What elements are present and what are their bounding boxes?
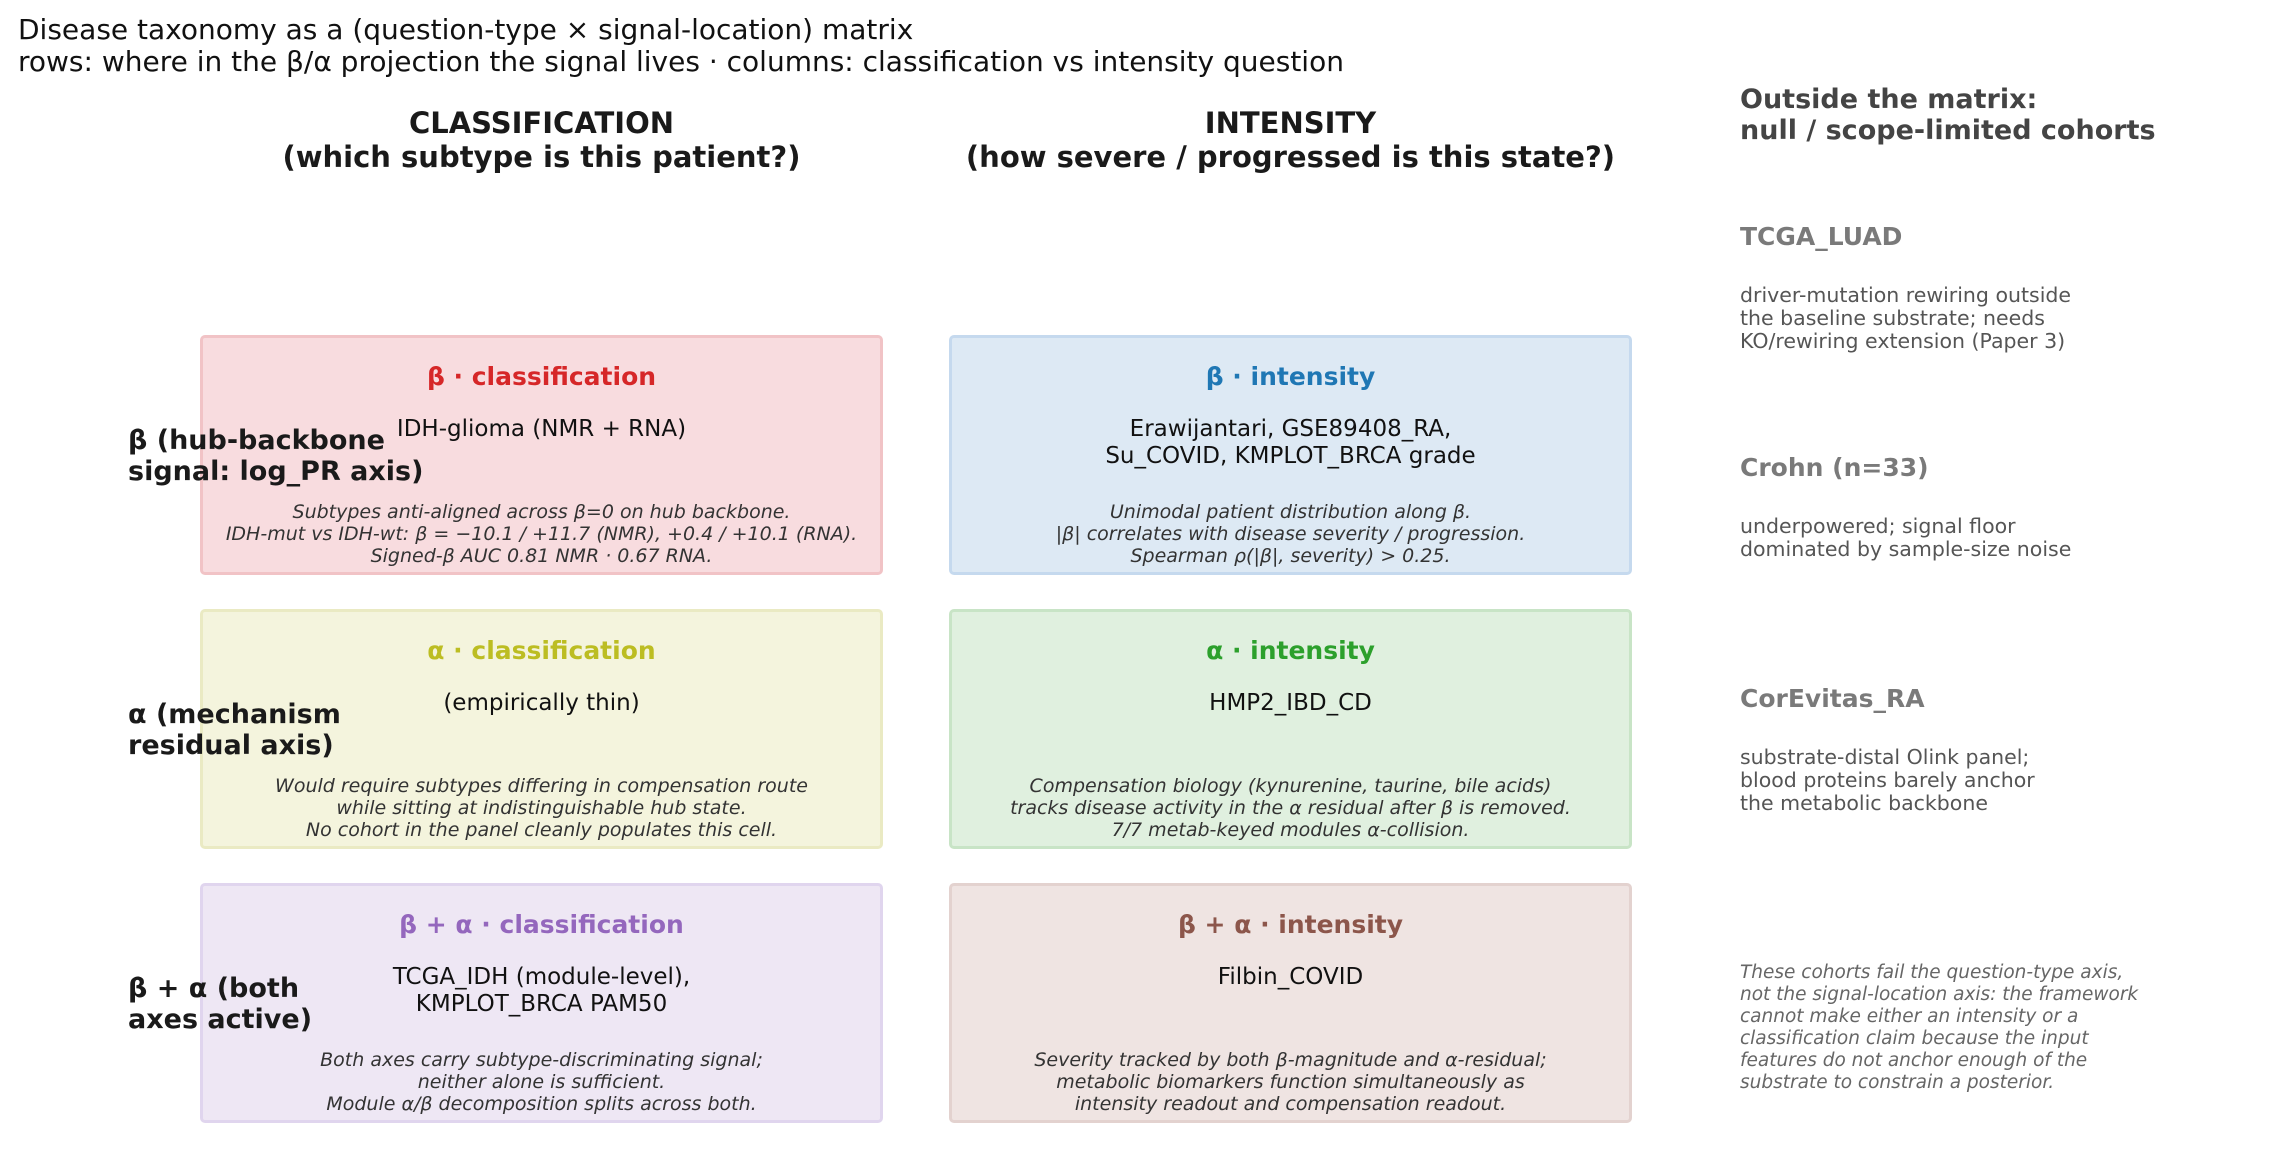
cell-title: β + α · classification bbox=[399, 910, 684, 939]
column-header-line: CLASSIFICATION bbox=[408, 106, 675, 140]
column-header-line: (how severe / progressed is this state?) bbox=[965, 140, 1616, 174]
cell-description-line: tracks disease activity in the α residual after β is removed. bbox=[1010, 797, 1571, 819]
column-header-line: INTENSITY bbox=[1204, 106, 1377, 140]
sidebar-cohort-description bbox=[1740, 284, 2071, 353]
cell-description bbox=[952, 501, 1629, 567]
sidebar-note-line: not the signal-location axis: the framework bbox=[1740, 984, 2139, 1005]
cell-description-line: 7/7 metab-keyed modules α-collision. bbox=[1111, 819, 1470, 841]
column-header-classification bbox=[200, 106, 883, 174]
sidebar-cohort-description bbox=[1740, 746, 2035, 815]
cell-description-line: intensity readout and compensation readout. bbox=[1074, 1093, 1507, 1115]
sidebar-description-line: underpowered; signal floor bbox=[1740, 514, 2016, 538]
row-label-beta bbox=[128, 425, 423, 487]
row-label-line: α (mechanism bbox=[128, 699, 341, 730]
sidebar-heading-line: null / scope-limited cohorts bbox=[1740, 115, 2156, 146]
cell-cohorts bbox=[952, 416, 1629, 470]
column-header-intensity bbox=[949, 106, 1632, 174]
cell-cohort-line: Filbin_COVID bbox=[1217, 964, 1364, 990]
cell-beta-intensity bbox=[949, 335, 1632, 575]
sidebar-description-line: dominated by sample-size noise bbox=[1740, 537, 2072, 561]
cell-description-line: Severity tracked by both β-magnitude and α-residual; bbox=[1034, 1049, 1547, 1071]
row-label-line: residual axis) bbox=[128, 730, 334, 761]
cell-description-line: Unimodal patient distribution along β. bbox=[1109, 501, 1472, 523]
cell-description-line: Compensation biology (kynurenine, taurine, bile acids) bbox=[1029, 775, 1552, 797]
cell-description-line: Would require subtypes differing in compensation route bbox=[275, 775, 808, 797]
row-label-line: β (hub-backbone bbox=[128, 425, 385, 456]
cell-cohort-line: Erawijantari, GSE89408_RA, bbox=[1129, 416, 1452, 442]
cell-cohort-line: TCGA_IDH (module-level), bbox=[392, 964, 691, 990]
figure-title-line-1: Disease taxonomy as a (question-type × signal-location) matrix bbox=[18, 13, 914, 46]
row-label-line: signal: log_PR axis) bbox=[128, 456, 424, 487]
figure-title-line-2: rows: where in the β/α projection the signal lives · columns: classification vs intensity question bbox=[18, 45, 1344, 78]
sidebar-cohort-name: TCGA_LUAD bbox=[1740, 222, 1903, 251]
cell-description-line: neither alone is sufficient. bbox=[417, 1071, 666, 1093]
cell-description-line: metabolic biomarkers function simultaneously as bbox=[1056, 1071, 1525, 1093]
cell-alpha-intensity bbox=[949, 609, 1632, 849]
cell-cohorts bbox=[952, 690, 1629, 717]
cell-cohort-line: (empirically thin) bbox=[443, 690, 640, 716]
cell-description-line: Module α/β decomposition splits across both. bbox=[326, 1093, 757, 1115]
cell-description-line: Spearman ρ(|β|, severity) > 0.25. bbox=[1130, 545, 1451, 567]
cell-title: β + α · intensity bbox=[1177, 910, 1404, 939]
cell-description bbox=[952, 775, 1629, 841]
cell-description-line: |β| correlates with disease severity / progression. bbox=[1055, 523, 1526, 545]
cell-cohort-line: IDH-glioma (NMR + RNA) bbox=[396, 416, 687, 442]
cell-beta-alpha-intensity bbox=[949, 883, 1632, 1123]
sidebar-description-line: driver-mutation rewiring outside bbox=[1740, 283, 2072, 307]
cell-cohort-line: Su_COVID, KMPLOT_BRCA grade bbox=[1105, 443, 1476, 469]
sidebar-note-line: classification claim because the input bbox=[1740, 1028, 2089, 1049]
sidebar-heading bbox=[1740, 84, 2156, 146]
sidebar-cohort-name: CorEvitas_RA bbox=[1740, 684, 1925, 713]
sidebar-note-line: cannot make either an intensity or a bbox=[1740, 1006, 2079, 1027]
sidebar-heading-line: Outside the matrix: bbox=[1740, 84, 2038, 115]
cell-description-line: No cohort in the panel cleanly populates this cell. bbox=[305, 819, 778, 841]
cell-cohort-line: KMPLOT_BRCA PAM50 bbox=[415, 991, 668, 1017]
column-header-line: (which subtype is this patient?) bbox=[282, 140, 801, 174]
row-label-beta-alpha bbox=[128, 973, 312, 1035]
cell-description-line: Subtypes anti-aligned across β=0 on hub backbone. bbox=[292, 501, 791, 523]
sidebar-cohort-description bbox=[1740, 515, 2071, 561]
cell-description bbox=[203, 1049, 880, 1115]
sidebar-description-line: blood proteins barely anchor bbox=[1740, 768, 2035, 792]
sidebar-description-line: the metabolic backbone bbox=[1740, 791, 1988, 815]
cell-title: α · intensity bbox=[1206, 636, 1375, 665]
cell-title: β · intensity bbox=[1205, 362, 1376, 391]
cell-description bbox=[203, 501, 880, 567]
row-label-line: axes active) bbox=[128, 1004, 313, 1035]
sidebar-description-line: substrate-distal Olink panel; bbox=[1740, 745, 2030, 769]
cell-title: β · classification bbox=[426, 362, 657, 391]
sidebar-description-line: KO/rewiring extension (Paper 3) bbox=[1740, 329, 2066, 353]
cell-cohorts bbox=[952, 964, 1629, 991]
sidebar-note-line: substrate to constrain a posterior. bbox=[1740, 1072, 2055, 1093]
sidebar-cohort-name: Crohn (n=33) bbox=[1740, 453, 1929, 482]
cell-description-line: Both axes carry subtype-discriminating signal; bbox=[320, 1049, 763, 1071]
cell-title: α · classification bbox=[427, 636, 656, 665]
sidebar-description-line: the baseline substrate; needs bbox=[1740, 306, 2045, 330]
sidebar-note-line: These cohorts fail the question-type axis, bbox=[1740, 962, 2124, 983]
sidebar-note-line: features do not anchor enough of the bbox=[1740, 1050, 2088, 1071]
cell-description bbox=[952, 1049, 1629, 1115]
cell-description-line: while sitting at indistinguishable hub state. bbox=[336, 797, 747, 819]
row-label-alpha bbox=[128, 699, 341, 761]
cell-cohort-line: HMP2_IBD_CD bbox=[1209, 690, 1372, 716]
cell-description-line: Signed-β AUC 0.81 NMR · 0.67 RNA. bbox=[370, 545, 713, 567]
cell-description-line: IDH-mut vs IDH-wt: β = −10.1 / +11.7 (NMR), +0.4 / +10.1 (RNA). bbox=[225, 523, 858, 545]
row-label-line: β + α (both bbox=[128, 973, 300, 1004]
sidebar-note bbox=[1740, 962, 2138, 1094]
cell-description bbox=[203, 775, 880, 841]
